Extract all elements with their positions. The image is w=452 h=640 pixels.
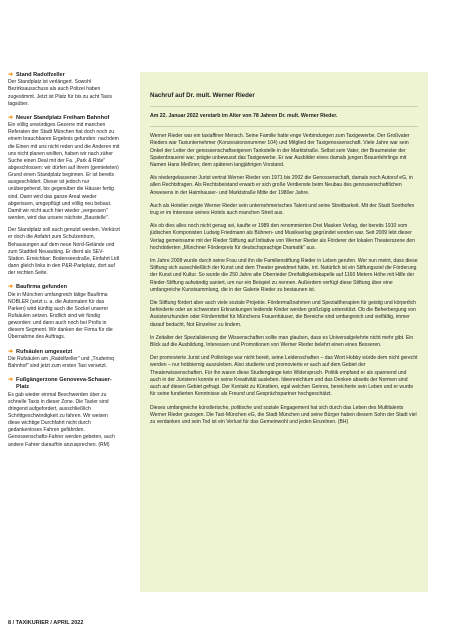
paragraph: Ein völlig unwürdiges Gezerre mit manchen Referaten der Stadt München hat doch noch zu einem brauchbaren Ergebnis gefunden: nachdem die Einen mit uns nicht reden und die Anderen mit uns nicht planen wollten, haben wir nach zäher Suche einen Deal mit der Fa. „Park & Ride" abgeschlossen: wir dürfen auf ihrem (gemieteten) Grund einen Standplatz beginnen. Er ist bereits ausgeschildert. Dieser ist jedoch nur unübergehend, bis gegenüber die Häuser fertig sind. Dann wird das ganze Areal wieder abgerissen, umgepflügt und völlig neu bebaut. Damit wir nicht auch hier wieder „vergessen" werden, wird das unsere nächste „Baustelle". xyxy=(8,122,120,222)
section-stand-radolfzeller xyxy=(8,72,120,108)
section-baufirma xyxy=(8,284,120,341)
arrow-right-icon: ➜ xyxy=(8,348,14,355)
paragraph: Werner Rieder war ein taxiaffiner Mensch. Seine Familie hatte enge Verbindungen zum Taxigewerbe. Der Großvater Rieders war Taxiunternehmer (Konzessionsnummer 104) und Mitglied der Taxigenossenschaft. Viele Jahre war sein Onkel der Leiter der genossenschaftseigenen Tankstelle in der Marktstraße. Selbst sein Vater, der Braumeister der Spatenbrauerei war, prägte unbewusst das Taxigewerbe. Er war Ausbilder eines damals jungen Brauerlehrlings mit Namen Hans Meißner, dem späteren langjährigen Vorstand. xyxy=(150,133,410,169)
obituary-lead: Am 22. Januar 2022 verstarb im Alter von 78 Jahren Dr. mult. Werner Rieder. xyxy=(150,113,338,119)
section-heading-text: Baufirma gefunden xyxy=(16,284,68,291)
divider xyxy=(150,126,418,127)
paragraph: Auch als Hotelier zeigte Werner Rieder sein unternehmerisches Talent und seine Streitbarkeit. Mit der Stadt Sonthofen trug er im Interesse seines Hotels auch manchen Streit aus. xyxy=(150,202,415,217)
obituary-content xyxy=(140,72,428,426)
paragraph: Als niedergelassener Jurist vertrat Werner Rieder von 1971 bis 2002 die Genossenschaft, damals noch Autoruf eG, in allen Rechtsfragen. Als Rechtsbeistand erwarb er sich große Verdienste beim Neubau des genossenschaftlichen Anwesens in der Haimhauser- und Marktstraße Mitte der 1980er Jahre. xyxy=(150,175,413,196)
arrow-right-icon: ➜ xyxy=(8,284,14,291)
page-footer: 8 / TAXIKURIER / APRIL 2022 xyxy=(8,620,84,626)
section-heading xyxy=(8,284,120,291)
left-column xyxy=(8,72,120,456)
paragraph: Im Jahre 2008 wurde durch seine Frau und ihn die Familienstiftung Rieder in Leben gerufen. Wer nun meint, dass diese Stiftung sich ausschließlich der Kunst und dem Theater gewidmet hätte, irrt. Natürlich ist ein Stiftungsziel die Förderung der Kunst und Kultur. So wurde die 250 Jahre alte Oberrieder Dreifaltigkeitskapelle auf 1160 Metern Höhe mit Hilfe der Rieder-Stiftung aufwändig saniert, um nur ein Beispiel zu nennen. Außerdem verfügt diese Stiftung über eine umfangreiche Kunstsammlung, die in der Galerie Rieder zu bestaunen ist. xyxy=(150,258,418,293)
divider xyxy=(150,106,418,107)
section-heading-text: Stand Radolfzeller xyxy=(16,72,65,78)
arrow-right-icon: ➜ xyxy=(8,72,14,78)
obituary-box xyxy=(140,72,428,592)
section-heading-text: Neuer Standplatz Freiham Bahnhof xyxy=(16,114,110,121)
paragraph: Die Rufsäulen am „Radolfzeller" und „Truderinq Bahnhof" sind jetzt zum ersten Taxi versetzt. xyxy=(8,355,114,369)
arrow-right-icon: ➜ xyxy=(8,114,14,121)
paragraph: Die Stiftung fördert aber auch viele soziale Projekte. Fördermaßnahmen und Spezialtherapien für geistig und körperlich behinderte oder an schwersten Erkrankungen leidende Kinder werden großzügig unterstützt. Ob die Beherbergung von Assistenzhunden oder Fördermittel für Münchens Frauenhäuser, die Bereiche sind umfangreich und vielfältig, immer darauf bedacht, Not Einzelner zu lindern. xyxy=(150,300,416,328)
paragraph: Der Standplatz soll auch genutzt werden. Verkürzt er doch die Anfahrt zum Schulzentrum, Behausungen auf dem neue Nord-Gelände und zum Stadtteil Neuaubing. Er dient als SEV-Station. Erreichbar: Bodenseestraße, Einfahrt Lidl dann gleich links in den P&R-Parkplatz, dort auf der rechten Seite. xyxy=(8,227,120,277)
section-heading xyxy=(8,115,120,122)
section-heading-text: Fußgängerzone Genoveva-Schauer-Platz xyxy=(16,377,112,391)
section-neuer-standplatz xyxy=(8,115,120,277)
paragraph: Als ob dies alles noch nicht genug sei, kaufte er 1989 den renommierten Drei Masken Verlag, der bereits 1910 vom jüdischen Komponisten Ludwig Friedmann als Bühnen- und Musikverlag gegründet worden war. Seit 2009 lebt dieser Verlag gemeinsame mit der Rieder Stiftung auf Initiative von Werner Rieder als Förderer der lokalen Theaterszene den hochdotierten „Münchner Förderpreis für deutschsprachige Dramatik" aus. xyxy=(150,223,415,251)
section-fussgaengerzone xyxy=(8,377,120,449)
paragraph: Dieses umfangreiche künstlerische, politische und soziale Engagement hat sich durch das Leben des Multitalents Werner Rieder gezogen. Die Taxi-München eG, die Stadt München und seine Bürger haben diesem Sohn der Stadt viel zu verdanken und sein Tod ist ein Verlust für das Gemeinwohl und jeden Einzelnen. (BH) xyxy=(150,404,417,425)
section-rufsaeulen xyxy=(8,349,120,371)
paragraph: In Zeitalter der Spezialisierung der Wissenschaften sollte man glauben, dass es Universalgelehrte nicht mehr gibt. Ein Blick auf die Ausbildung, Interessen und Promotionen von Werner Rieder belehrt einen eines Besseren. xyxy=(150,334,414,349)
obituary-title: Nachruf auf Dr. mult. Werner Rieder xyxy=(150,92,255,99)
arrow-right-icon: ➜ xyxy=(8,377,14,384)
section-heading xyxy=(8,72,120,79)
paragraph: Der Standplatz ist verlängert. Sowohl Bezirksausschuss als auch Polizei haben zugestimmt. Jetzt ist Platz für bis zu acht Taxis tagsüber. xyxy=(8,79,112,107)
paragraph: Der promovierte Jurist und Politologe war nicht bereit, seine Leidenschaften – das Wort Hobby würde dem nicht gerecht werden – nur hobbiernig auszuleben. Also studierte und promovierte er auch auf dem Gebiet der Theaterwissenschaften. Für ihn waren diese Studiengänge kein Widerspruch. Politik empfand er als spannend und auch in der Juristerei konnte er seine Kreativität ausleben. Ideenreichtum und das Denken abseits der Normen sind auch auf diesen Gebiet gefragt. Der Kontakt zu Künstlern, egal welchen Genres, bereicherte sein Leben und er wurde für seine fundierten Kenntnisse als Freund und Gesprächspartner hochgeschätzt. xyxy=(150,355,418,398)
section-heading xyxy=(8,349,120,356)
section-heading-text: Rufsäulen umgesetzt xyxy=(16,348,73,355)
section-heading xyxy=(8,377,120,391)
paragraph: Es gab wieder einmal Beschwerden über zu schnelle Taxis in dieser Zone. Die Taxler sind dringend aufgefordert, ausschließlich Schrittgeschwindigkeit zu fahren. Wir weisen diese wichtige Durchfahrt nicht durch gedankenloses Fahren gefährden. Genossenschafts-Fahrer werden gebeten, auch andere Fahrer daraufhin anzusprechen. (RM) xyxy=(8,391,115,448)
paragraph: Die in München umfangreich tätige Baufirma NOBLER (setzt u. a. die Automaten für das Parken) wird künftig auch die Sockel unserer Rufsäulen setzen. Endlich sind wir fündig geworden: und dann auch noch bei Profis in diesem Segment. Wir danken der Firma für die Übernahme des Auftrags. xyxy=(8,291,113,341)
